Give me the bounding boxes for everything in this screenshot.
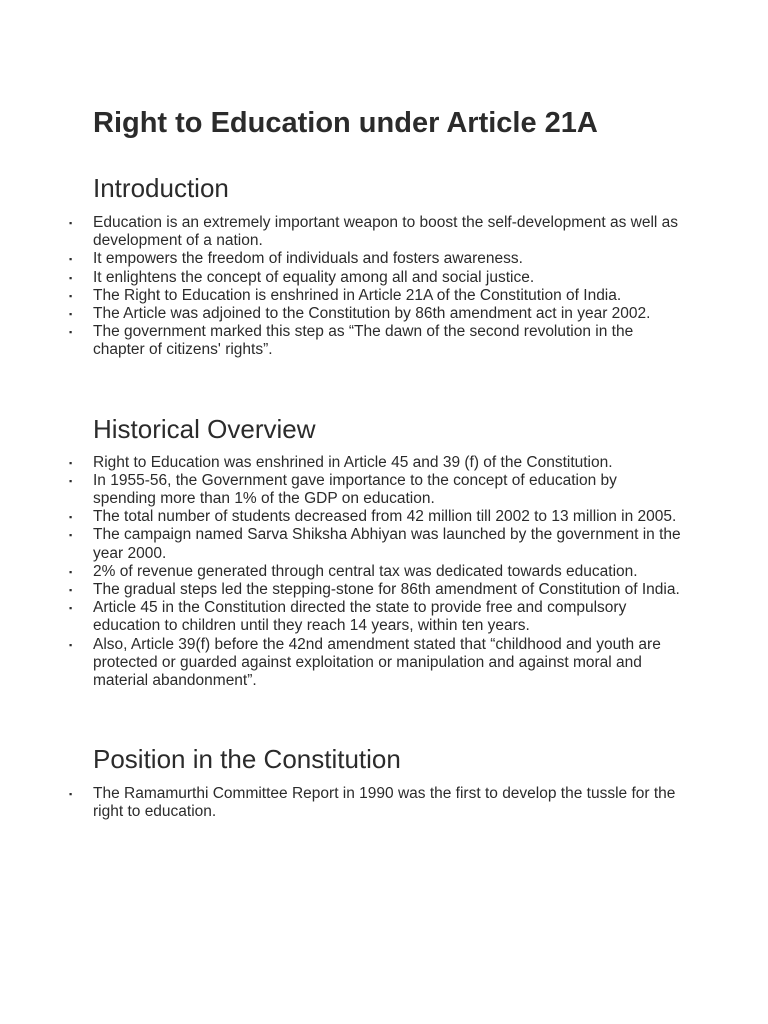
section-historical-overview [69, 413, 683, 691]
list-item-text: Education is an extremely important weapon to boost the self-development as well as development of a nation. [93, 214, 679, 250]
list-item [69, 305, 683, 323]
list-item-text: Right to Education was enshrined in Article 45 and 39 (f) of the Constitution. [93, 453, 613, 471]
list-item-text: The campaign named Sarva Shiksha Abhiyan was launched by the government in the year 2000. [93, 526, 681, 562]
bullet-icon: ▪ [69, 327, 73, 338]
list-item [69, 214, 683, 250]
list-item-text: 2% of revenue generated through central tax was dedicated towards education. [93, 562, 638, 580]
list-item [69, 562, 683, 581]
list-item-text: It empowers the freedom of individuals and fosters awareness. [93, 250, 523, 268]
list-item-text: The Article was adjoined to the Constitution by 86th amendment act in year 2002. [93, 305, 651, 323]
section-position-in-constitution [69, 743, 683, 821]
list-item [69, 250, 683, 268]
bullet-list [69, 453, 683, 691]
bullet-icon: ▪ [69, 603, 73, 614]
bullet-icon: ▪ [69, 457, 73, 468]
bullet-icon: ▪ [69, 566, 73, 577]
page-title: Right to Education under Article 21A [93, 107, 598, 139]
bullet-icon: ▪ [69, 272, 73, 283]
list-item-text: Also, Article 39(f) before the 42nd amendment stated that “childhood and youth are protected or guarded against exploitation or manipulation and against moral and material abandonment”. [93, 635, 661, 690]
list-item-text: The Right to Education is enshrined in Article 21A of the Constitution of India. [93, 286, 622, 304]
list-item [69, 508, 683, 526]
list-item [69, 453, 683, 472]
bullet-icon: ▪ [69, 475, 73, 486]
list-item-text: The Ramamurthi Committee Report in 1990 was the first to develop the tussle for the right to education. [93, 785, 676, 821]
list-item [69, 599, 683, 635]
section-heading: Historical Overview [93, 413, 316, 444]
section-heading: Position in the Constitution [93, 744, 401, 775]
list-item-text: In 1955-56, the Government gave importance to the concept of education by spending more than 1% of the GDP on education. [93, 471, 617, 508]
list-item-text: The total number of students decreased from 42 million till 2002 to 13 million in 2005. [93, 508, 677, 526]
bullet-icon: ▪ [69, 639, 73, 650]
list-item [69, 635, 683, 691]
bullet-icon: ▪ [69, 309, 73, 320]
section-introduction [69, 172, 683, 360]
bullet-icon: ▪ [69, 530, 73, 541]
bullet-icon: ▪ [69, 512, 73, 523]
list-item-text: The gradual steps led the stepping-stone for 86th amendment of Constitution of India. [93, 581, 680, 599]
bullet-icon: ▪ [69, 585, 73, 596]
bullet-list [69, 214, 683, 360]
list-item [69, 471, 683, 508]
bullet-icon: ▪ [69, 218, 73, 228]
list-item [69, 323, 683, 359]
list-item [69, 286, 683, 305]
bullet-icon: ▪ [69, 789, 73, 800]
list-item [69, 526, 683, 562]
document-page [69, 105, 683, 822]
section-heading: Introduction [93, 173, 229, 203]
list-item [69, 581, 683, 599]
bullet-icon: ▪ [69, 254, 73, 265]
bullet-list [69, 785, 683, 821]
bullet-icon: ▪ [69, 290, 73, 301]
list-item-text: It enlightens the concept of equality among all and social justice. [93, 268, 535, 286]
list-item [69, 268, 683, 287]
list-item-text: The government marked this step as “The dawn of the second revolution in the chapter of citizens' rights”. [93, 323, 634, 359]
list-item [69, 785, 683, 821]
list-item-text: Article 45 in the Constitution directed the state to provide free and compulsory education to children until they reach 14 years, within ten years. [93, 599, 627, 635]
